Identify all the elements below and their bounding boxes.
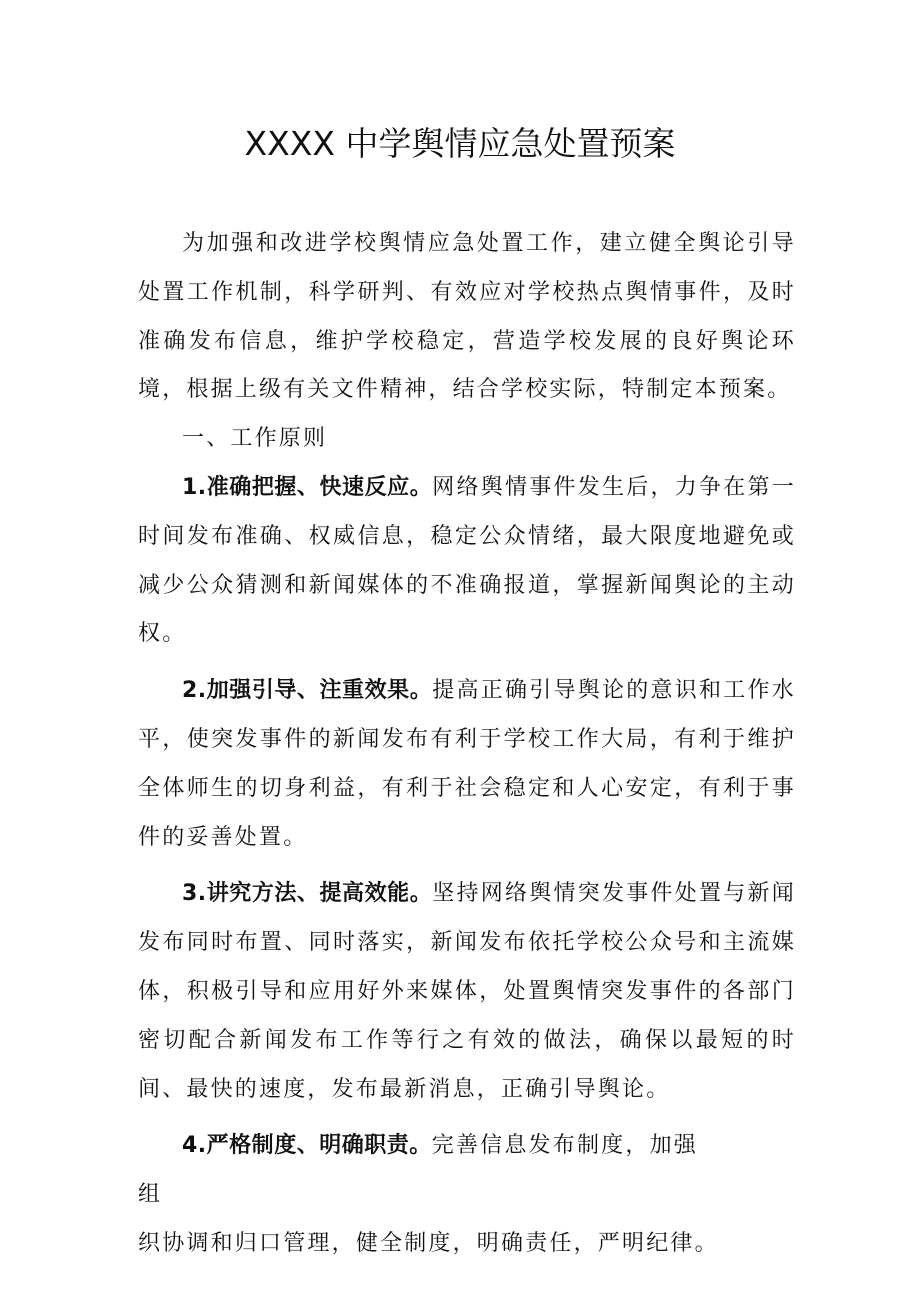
principle-text-4: 完善信息发布制度，加强组 [138, 1133, 698, 1208]
principle-paragraph-3 [138, 870, 796, 1114]
principle-paragraph-1 [138, 464, 796, 659]
intro-paragraph: 为加强和改进学校舆情应急处置工作，建立健全舆论引导处置工作机制，科学研判、有效应对学校热点舆情事件，及时准确发布信息，维护学校稳定，营造学校发展的良好舆论环境，根据上级有关文件精神，结合学校实际，特制定本预案。 [138, 231, 796, 403]
section-heading-work-principles: 一、工作原则 [182, 426, 328, 452]
principle-lead-4: 4.严格制度、明确职责。 [182, 1133, 432, 1159]
principle-lead-1: 1.准确把握、快速反应。 [182, 474, 433, 500]
paragraph-gap [138, 1114, 796, 1122]
paragraph-gap [138, 862, 796, 870]
principle-text-2: 提高正确引导舆论的意识和工作水平，使突发事件的新闻发布有利于学校工作大局，有利于维护全体师生的切身利益，有利于社会稳定和人心安定，有利于事件的妥善处置。 [138, 678, 796, 850]
principle-lead-3: 3.讲究方法、提高效能。 [182, 881, 433, 907]
principle-paragraph-2 [138, 667, 796, 862]
principle-paragraph-4-continued: 织协调和归口管理，健全制度，明确责任，严明纪律。 [138, 1230, 719, 1256]
principle-text-3: 坚持网络舆情突发事件处置与新闻发布同时布置、同时落实，新闻发布依托学校公众号和主流媒体，积极引导和应用好外来媒体，处置舆情突发事件的各部门密切配合新闻发布工作等行之有效的做法，确保以最短的时间、最快的速度，发布最新消息，正确引导舆论。 [138, 881, 796, 1102]
principle-line-4a [138, 1122, 698, 1220]
principle-text-1: 网络舆情事件发生后，力争在第一时间发布准确、权威信息，稳定公众情绪，最大限度地避免或减少公众猜测和新闻媒体的不准确报道，掌握新闻舆论的主动权。 [138, 474, 796, 647]
principle-lead-2: 2.加强引导、注重效果。 [182, 678, 433, 704]
document-title: XXXX 中学舆情应急处置预案 [244, 124, 676, 163]
document-body [138, 220, 796, 1269]
principle-paragraph-4 [138, 1122, 796, 1220]
paragraph-gap [138, 659, 796, 667]
